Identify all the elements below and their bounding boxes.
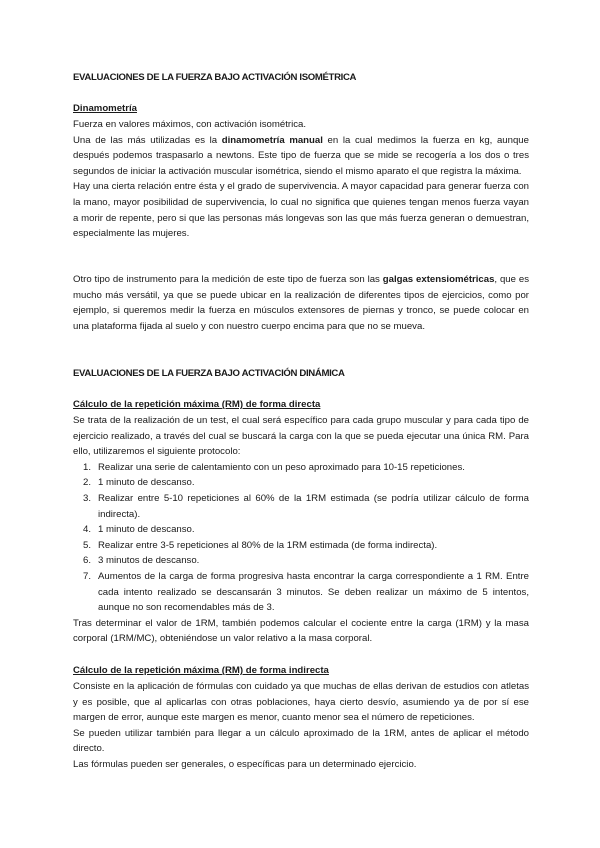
list-text: 1 minuto de descanso. <box>98 477 195 489</box>
list-item <box>73 522 529 538</box>
heading-directa: Cálculo de la repetición máxima (RM) de forma directa <box>73 399 321 410</box>
paragraph: Las fórmulas pueden ser generales, o específicas para un determinado ejercicio. <box>73 758 417 770</box>
indirecta-block <box>73 679 529 773</box>
paragraph <box>73 133 529 180</box>
list-number: 2. <box>83 477 92 489</box>
heading-indirecta: Cálculo de la repetición máxima (RM) de forma indirecta <box>73 665 329 676</box>
list-item <box>73 460 529 476</box>
list-text: Aumentos de la carga de forma progresiva hasta encontrar la carga correspondiente a 1 RM. Entre cada intento realizado se descansarán 3 minutos. Se deben realizar un máximo de 5 intentos, aunque no son recomendables más de 3. <box>98 570 529 614</box>
paragraph: Hay una cierta relación entre ésta y el grado de supervivencia. A mayor capacidad para generar fuerza con la mano, mayor posibilidad de supervivencia, lo cual no significa que quienes tengan menos fuerza vayan a morir de repente, pero si que las personas más longevas son las que más fuerza generan o demuestran, especialmente las mujeres. <box>73 181 529 240</box>
paragraph: Consiste en la aplicación de fórmulas con cuidado ya que muchas de ellas derivan de estudios con atletas y es posible, que al aplicarlas con otras poblaciones, haya cierto desvío, asumiendo ya de por sí ese margen de error, aunque este margen es menor, cuanto menor sea el número de repeticiones. <box>73 681 529 724</box>
list-number: 1. <box>83 461 92 473</box>
list-item <box>73 475 529 491</box>
text-run: Otro tipo de instrumento para la medición de este tipo de fuerza son las <box>73 274 383 285</box>
list-item <box>73 553 529 569</box>
section-title-dynamic: EVALUACIONES DE LA FUERZA BAJO ACTIVACIÓN DINÁMICA <box>73 368 345 379</box>
text-run: Una de las más utilizadas es la <box>73 134 222 146</box>
section-title-isometric: EVALUACIONES DE LA FUERZA BAJO ACTIVACIÓN ISOMÉTRICA <box>73 72 357 83</box>
list-number: 3. <box>83 492 92 504</box>
text-run: en la cual medimos la fuerza en kg, aunque después podemos traspasarlo a newtons. Este tipo de fuerza que se mide se recogería a los dos o tres segundos de iniciar la activación muscular isométrica, siendo el mismo aparato el que registra la máxima. <box>73 134 529 177</box>
protocol-list <box>73 460 529 616</box>
list-number: 6. <box>83 555 92 567</box>
list-item <box>73 538 529 554</box>
list-text: 3 minutos de descanso. <box>98 555 200 567</box>
list-number: 7. <box>83 570 92 582</box>
bold-term: galgas extensiométricas <box>382 274 495 285</box>
dinamometria-block <box>73 117 529 242</box>
paragraph <box>73 272 529 334</box>
list-number: 5. <box>83 539 92 551</box>
list-item <box>73 569 529 616</box>
list-text: Realizar entre 5-10 repeticiones al 60% de la 1RM estimada (se podría utilizar cálculo de forma indirecta). <box>98 492 529 520</box>
directa-block <box>73 413 529 647</box>
paragraph: Se trata de la realización de un test, el cual será específico para cada grupo muscular y para cada tipo de ejercicio realizado, a través del cual se buscará la carga con la que se pueda ejecutar una única RM. Para ello, utilizaremos el siguiente protocolo: <box>73 415 529 458</box>
list-number: 4. <box>83 524 92 536</box>
bold-term: dinamometría manual <box>221 134 323 146</box>
list-text: Realizar una serie de calentamiento con un peso aproximado para 10-15 repeticiones. <box>98 461 465 473</box>
paragraph: Tras determinar el valor de 1RM, también podemos calcular el cociente entre la carga (1RM) y la masa corporal (1RM/MC), obteniéndose un valor relativo a la masa corporal. <box>73 617 529 645</box>
paragraph: Se pueden utilizar también para llegar a un cálculo aproximado de la 1RM, antes de aplicar el método directo. <box>73 727 529 755</box>
list-item <box>73 491 529 522</box>
text-run: , que es mucho más versátil, ya que se puede ubicar en la realización de diferentes tipos de ejercicios, como por ejemplo, si queremos medir la fuerza en músculos extensores de piernas y tronco, se puede colocar en una plataforma fijada al suelo y con nuestro cuerpo encima para que no se mueva. <box>73 274 530 332</box>
paragraph: Fuerza en valores máximos, con activación isométrica. <box>73 119 307 130</box>
heading-dinamometria: Dinamometría <box>73 103 137 114</box>
list-text: 1 minuto de descanso. <box>98 524 195 536</box>
list-text: Realizar entre 3-5 repeticiones al 80% de la 1RM estimada (de forma indirecta). <box>98 539 438 551</box>
